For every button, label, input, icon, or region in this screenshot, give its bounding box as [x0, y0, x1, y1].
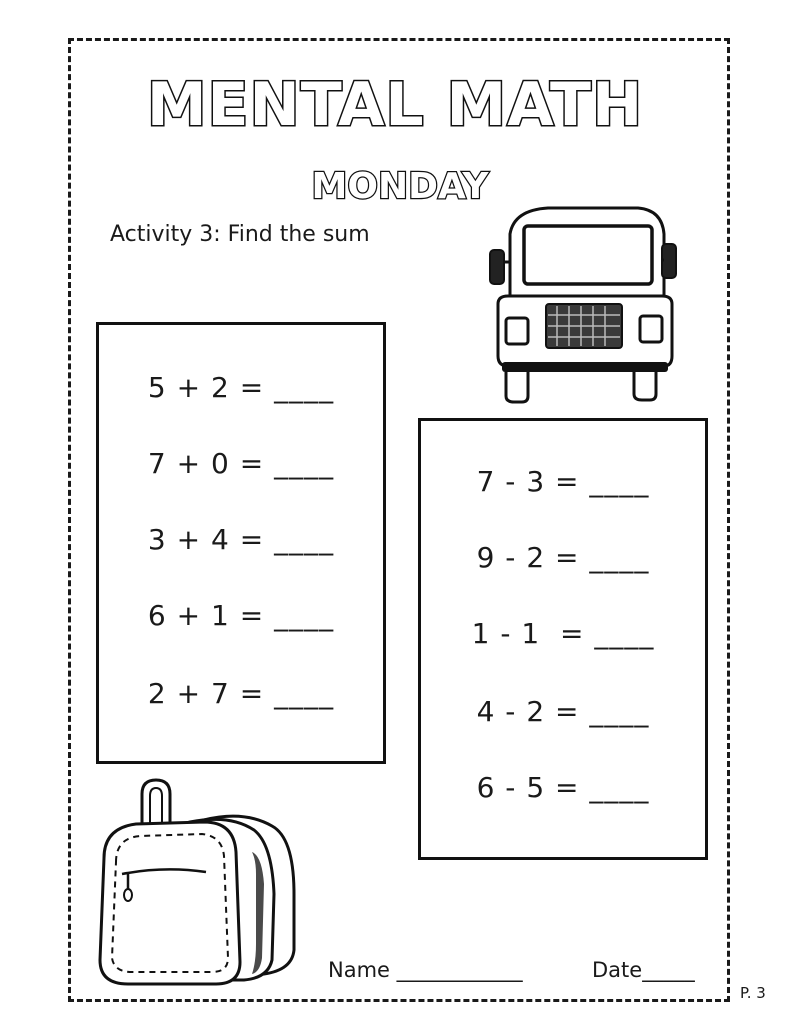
subtraction-problem-5[interactable]: 6 - 5 = ____ [476, 771, 650, 804]
worksheet-subtitle: MONDAY [311, 166, 489, 207]
addition-problem-2[interactable]: 7 + 0 = ____ [147, 447, 335, 480]
school-bus-front-icon [488, 204, 678, 406]
date-field[interactable]: Date_____ [592, 958, 695, 982]
addition-problems-box [96, 322, 386, 764]
activity-instruction: Activity 3: Find the sum [110, 222, 370, 247]
page-number: P. 3 [740, 984, 766, 1002]
subtraction-problem-3[interactable]: 1 - 1 = ____ [471, 617, 655, 650]
addition-problem-1[interactable]: 5 + 2 = ____ [147, 371, 335, 404]
addition-problem-3[interactable]: 3 + 4 = ____ [147, 523, 335, 556]
subtraction-problems-box [418, 418, 708, 860]
subtraction-problem-1[interactable]: 7 - 3 = ____ [476, 465, 650, 498]
addition-problem-4[interactable]: 6 + 1 = ____ [147, 599, 335, 632]
name-field[interactable]: Name ____________ [328, 958, 523, 982]
addition-problem-5[interactable]: 2 + 7 = ____ [147, 677, 335, 710]
worksheet-title: MENTAL MATH [146, 70, 644, 140]
subtraction-problem-2[interactable]: 9 - 2 = ____ [476, 541, 650, 574]
backpack-icon [94, 774, 304, 990]
subtraction-problem-4[interactable]: 4 - 2 = ____ [476, 695, 650, 728]
